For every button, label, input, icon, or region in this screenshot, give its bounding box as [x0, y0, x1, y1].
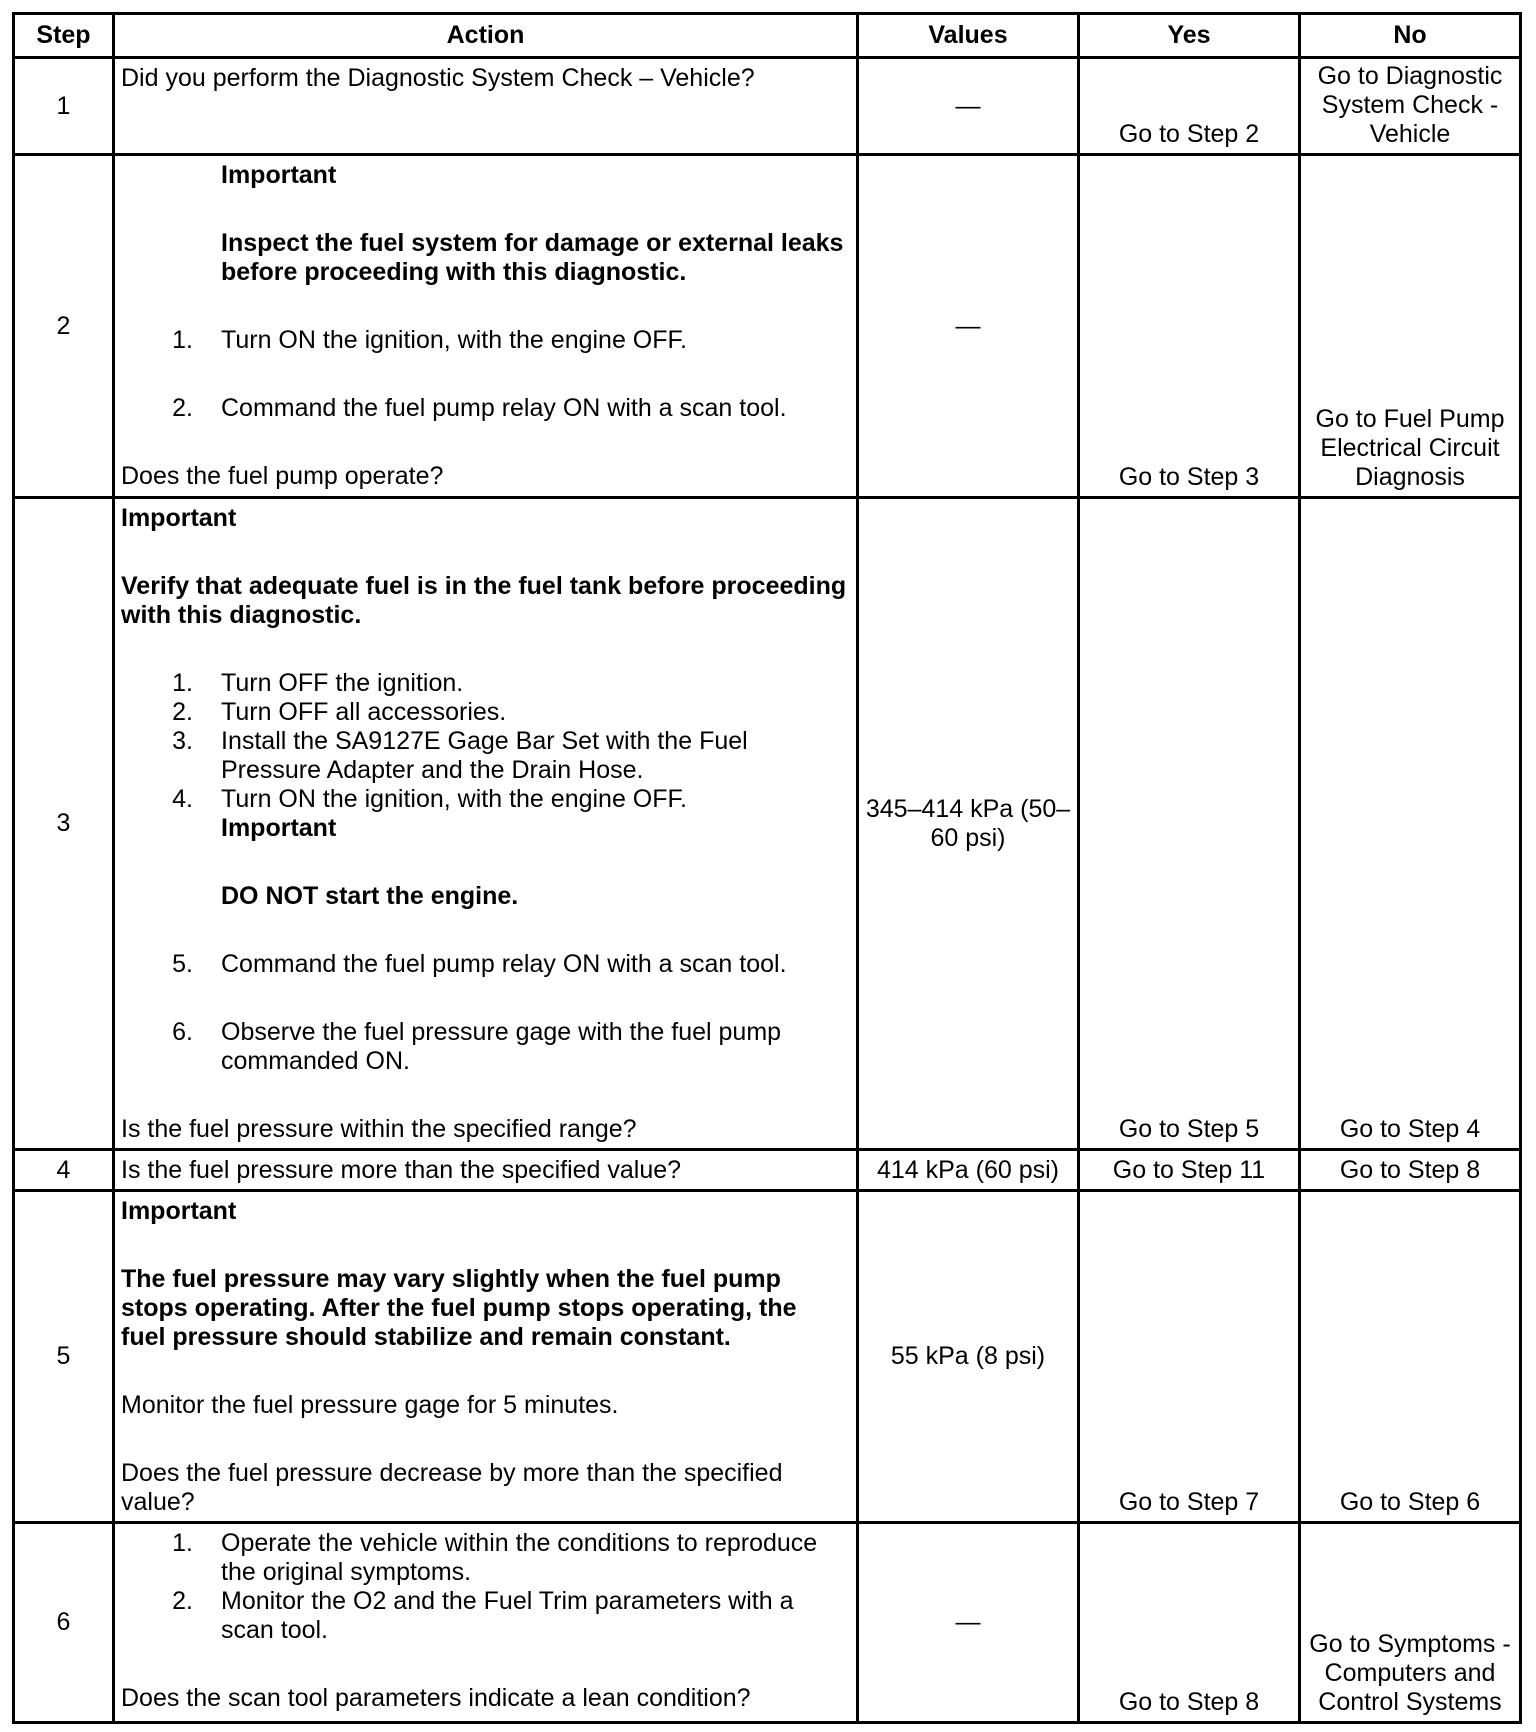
step-2-important-block — [121, 161, 850, 287]
substep-text: Turn ON the ignition, with the engine OFF. — [221, 785, 687, 813]
step-3-substep-2 — [121, 698, 850, 727]
substep-number: 5. — [172, 950, 193, 978]
step-5-no — [1301, 1192, 1519, 1521]
substep-text: Pressure Adapter and the Drain Hose. — [221, 756, 644, 784]
header-values: Values — [859, 15, 1077, 56]
step-3-action — [115, 499, 856, 1148]
step-6-question: Does the scan tool parameters indicate a lean condition? — [121, 1684, 751, 1712]
diagnostic-table — [12, 12, 1522, 1724]
step-3-value — [859, 499, 1077, 1148]
important-text-line: stops operating. After the fuel pump stops operating, the — [121, 1294, 797, 1322]
substep-text: Install the SA9127E Gage Bar Set with the Fuel — [221, 727, 748, 755]
important-text-line: DO NOT start the engine. — [221, 882, 519, 910]
step-3-yes-text: Go to Step 5 — [1118, 1115, 1260, 1143]
step-3-substep-1 — [121, 669, 850, 698]
step-4-number: 4 — [15, 1151, 112, 1189]
substep-number: 4. — [172, 785, 193, 813]
important-title: Important — [221, 814, 337, 842]
step-5-important-block — [121, 1265, 850, 1352]
step-1-no-line: System Check - — [1321, 91, 1499, 119]
step-6-no-line: Go to Symptoms - — [1309, 1630, 1511, 1658]
step-5-value-text: 55 kPa (8 psi) — [890, 1342, 1046, 1370]
step-3-value-text: 345–414 kPa (50–60 psi) — [865, 794, 1071, 852]
substep-number: 1. — [172, 1529, 193, 1557]
step-4-yes-text: Go to Step 11 — [1112, 1155, 1266, 1184]
substep-number: 6. — [172, 1018, 193, 1046]
important-title: Important — [221, 161, 337, 189]
step-3-substep-4 — [121, 785, 850, 843]
step-1-question: Did you perform the Diagnostic System Check – Vehicle? — [121, 64, 755, 92]
substep-text: Turn ON the ignition, with the engine OFF. — [221, 326, 687, 354]
step-1-action — [115, 59, 856, 153]
header-yes: Yes — [1080, 15, 1298, 56]
substep-text: Command the fuel pump relay ON with a scan tool. — [221, 394, 787, 422]
step-5-no-text: Go to Step 6 — [1339, 1488, 1481, 1516]
substep-text: Command the fuel pump relay ON with a scan tool. — [221, 950, 787, 978]
step-6-yes — [1080, 1524, 1298, 1721]
important-text-line: Verify that adequate fuel is in the fuel tank before proceeding — [121, 572, 847, 600]
step-2-substep-2 — [121, 394, 850, 423]
step-1-yes-text: Go to Step 2 — [1118, 120, 1260, 148]
step-6-substep-2 — [121, 1587, 850, 1645]
step-4-value — [859, 1151, 1077, 1189]
substep-text: scan tool. — [221, 1616, 329, 1644]
step-3-question: Is the fuel pressure within the specified range? — [121, 1115, 637, 1143]
step-1-no — [1301, 59, 1519, 153]
step-6-action — [115, 1524, 856, 1721]
step-6-no-line: Control Systems — [1318, 1688, 1502, 1716]
step-2-action — [115, 156, 856, 496]
step-2-substep-1 — [121, 326, 850, 355]
step-2-no-line: Diagnosis — [1355, 463, 1465, 491]
step-3-substep-5 — [121, 950, 850, 979]
step-2-number: 2 — [15, 156, 112, 496]
substep-text: Monitor the O2 and the Fuel Trim parameters with a — [221, 1587, 794, 1615]
step-1-value — [859, 59, 1077, 153]
header-no: No — [1301, 15, 1519, 56]
important-title: Important — [121, 504, 237, 532]
step-1-no-line: Vehicle — [1369, 120, 1451, 148]
question-line: value? — [121, 1488, 195, 1516]
step-3-no-text: Go to Step 4 — [1339, 1115, 1481, 1143]
step-3-number: 3 — [15, 499, 112, 1148]
substep-text: Turn OFF the ignition. — [221, 669, 464, 697]
step-6-number: 6 — [15, 1524, 112, 1721]
step-3-substep-6 — [121, 1018, 850, 1076]
step-1-no-line: Go to Diagnostic — [1317, 62, 1503, 90]
step-1-value-text: — — [955, 91, 981, 120]
step-1-yes — [1080, 59, 1298, 153]
step-3-yes — [1080, 499, 1298, 1148]
step-2-no-line: Go to Fuel Pump — [1315, 405, 1505, 433]
step-1-number: 1 — [15, 59, 112, 153]
important-text-line: The fuel pressure may vary slightly when the fuel pump — [121, 1265, 781, 1293]
header-action: Action — [115, 15, 856, 56]
step-4-value-text: 414 kPa (60 psi) — [876, 1155, 1060, 1184]
step-4-action — [115, 1151, 856, 1189]
substep-number: 3. — [172, 727, 193, 755]
substep-number: 2. — [172, 1587, 193, 1615]
important-text-line: before proceeding with this diagnostic. — [221, 258, 687, 286]
step-2-no-line: Electrical Circuit — [1320, 434, 1500, 462]
step-5-yes — [1080, 1192, 1298, 1521]
substep-number: 1. — [172, 326, 193, 354]
step-6-value-text: — — [955, 1608, 981, 1636]
step-4-no — [1301, 1151, 1519, 1189]
step-5-question — [121, 1459, 850, 1517]
step-2-yes-text: Go to Step 3 — [1118, 463, 1260, 491]
important-text-line: Inspect the fuel system for damage or external leaks — [221, 229, 844, 257]
substep-number: 1. — [172, 669, 193, 697]
step-6-no-line: Computers and — [1324, 1659, 1496, 1687]
step-5-yes-text: Go to Step 7 — [1118, 1488, 1260, 1516]
step-4-yes — [1080, 1151, 1298, 1189]
step-2-value-text: — — [955, 311, 981, 340]
step-5-value — [859, 1192, 1077, 1521]
step-2-no — [1301, 156, 1519, 496]
step-4-no-text: Go to Step 8 — [1339, 1155, 1481, 1184]
step-5-action — [115, 1192, 856, 1521]
substep-number: 2. — [172, 394, 193, 422]
step-6-value — [859, 1524, 1077, 1721]
substep-text: Turn OFF all accessories. — [221, 698, 507, 726]
important-text-line: with this diagnostic. — [121, 601, 362, 629]
important-title: Important — [121, 1197, 237, 1225]
step-6-substep-1 — [121, 1529, 850, 1587]
header-step: Step — [15, 15, 112, 56]
step-2-value — [859, 156, 1077, 496]
step-5-number: 5 — [15, 1192, 112, 1521]
step-2-yes — [1080, 156, 1298, 496]
step-3-no — [1301, 499, 1519, 1148]
important-text-line: fuel pressure should stabilize and remain constant. — [121, 1323, 731, 1351]
step-2-question: Does the fuel pump operate? — [121, 462, 444, 490]
substep-text: Operate the vehicle within the conditions to reproduce — [221, 1529, 818, 1557]
step-6-yes-text: Go to Step 8 — [1118, 1688, 1260, 1716]
step-4-question: Is the fuel pressure more than the specified value? — [121, 1155, 682, 1184]
step-6-no — [1301, 1524, 1519, 1721]
step-3-note-block — [121, 882, 850, 911]
step-3-important-block — [121, 572, 850, 630]
question-line: Does the fuel pressure decrease by more than the specified — [121, 1459, 783, 1487]
substep-number: 2. — [172, 698, 193, 726]
step-3-substep-3 — [121, 727, 850, 785]
substep-text: the original symptoms. — [221, 1558, 472, 1586]
step-5-instruction: Monitor the fuel pressure gage for 5 minutes. — [121, 1391, 619, 1419]
substep-text: commanded ON. — [221, 1047, 410, 1075]
substep-text: Observe the fuel pressure gage with the fuel pump — [221, 1018, 782, 1046]
